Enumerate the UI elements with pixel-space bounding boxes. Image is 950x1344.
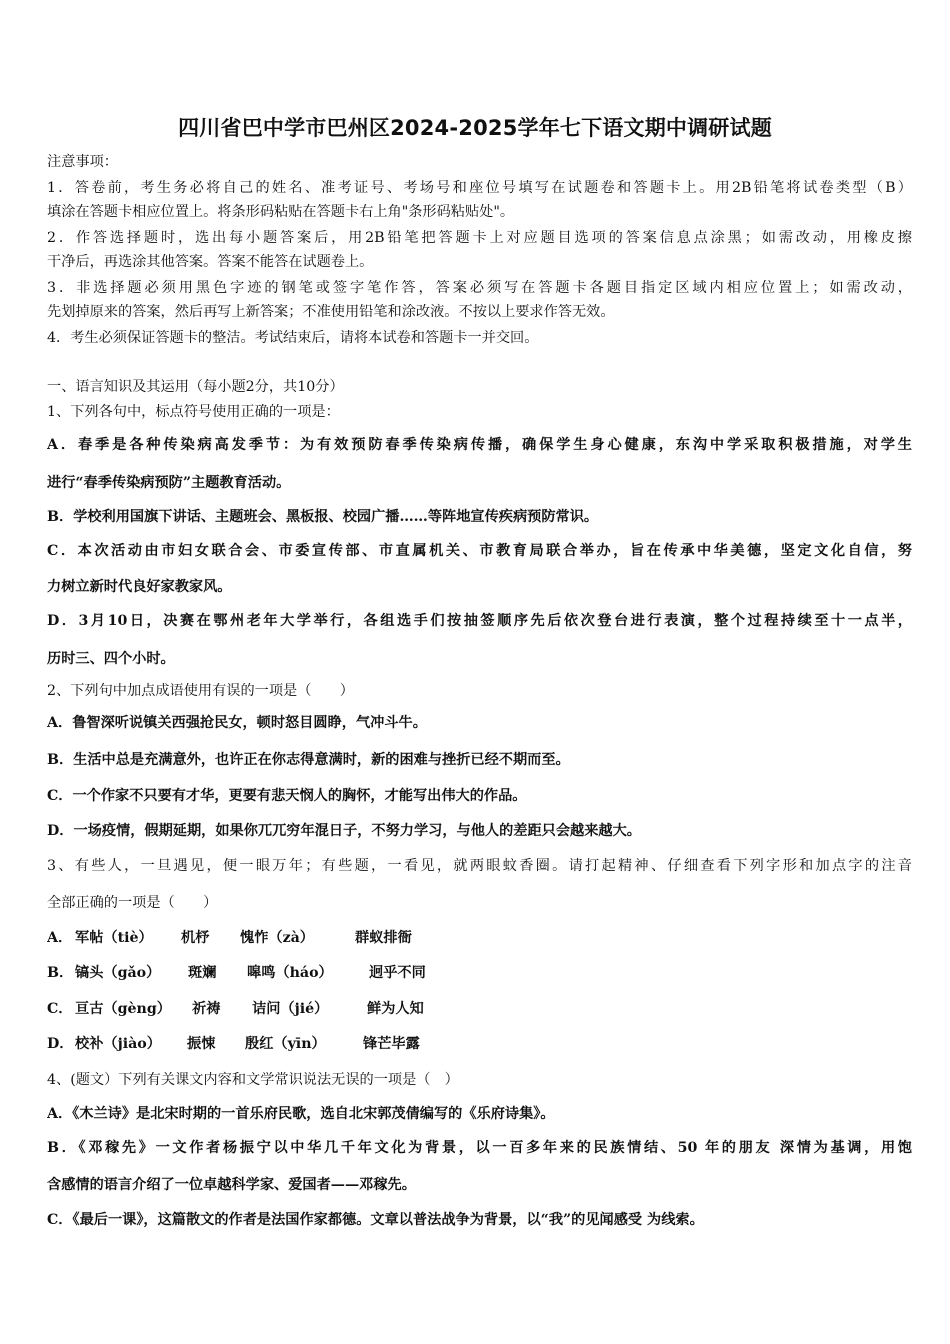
q1-option-b: B．学校利用国旗下讲话、主题班会、黑板报、校园广播……等阵地宣传疾病预防常识。: [47, 509, 599, 525]
q3-option-b: [47, 963, 912, 983]
option-word: 振悚: [187, 1036, 216, 1052]
option-word: 嗥鸣（háo）: [247, 965, 333, 981]
q2-option-d: D．一场疫情，假期延期，如果你兀兀穷年混日子，不努力学习，与他人的差距只会越来越大。: [47, 823, 641, 839]
option-word: 愧怍（zà）: [240, 930, 314, 946]
q3-option-d: [47, 1034, 912, 1054]
option-word: 诘问（jié）: [252, 1001, 329, 1017]
q1-option-d: D．3月10日，决赛在鄂州老年大学举行，各组选手们按抽签顺序先后依次登台进行表演，整个过程持续至十一点半，: [47, 613, 912, 629]
q4-option-b-cont: 含感情的语言介绍了一位卓越科学家、爱国者——邓稼先。: [47, 1177, 416, 1193]
notice-line-1: 1．答卷前，考生务必将自己的姓名、准考证号、考场号和座位号填写在试题卷和答题卡上。用2B铅笔将试卷类型（B）: [47, 180, 912, 196]
q1-option-d-cont: 历时三、四个小时。: [47, 651, 175, 667]
notice-heading: 注意事项：: [47, 154, 118, 170]
section-heading: 一、语言知识及其运用（每小题2分，共10分）: [47, 379, 344, 395]
q2-option-a: A．鲁智深听说镇关西强抢民女，顿时怒目圆睁，气冲斗牛。: [47, 715, 427, 731]
q2-option-b: B．生活中总是充满意外，也许正在你志得意满时，新的困难与挫折已经不期而至。: [47, 752, 570, 768]
q3-option-c: [47, 999, 912, 1019]
option-word: 镐头（gǎo）: [75, 965, 161, 981]
option-word: 军帖（tiè）: [75, 930, 153, 946]
notice-line-4: 干净后，再选涂其他答案。答案不能答在试题卷上。: [47, 254, 374, 270]
q4-option-a: A．《木兰诗》是北宋时期的一首乐府民歌，选自北宋郭茂倩编写的《乐府诗集》。: [47, 1106, 555, 1122]
q3-option-a: [47, 928, 912, 948]
option-word: 殷红（yīn）: [245, 1036, 326, 1052]
option-letter: A．: [47, 930, 73, 946]
option-letter: B．: [47, 965, 74, 981]
option-word: 锋芒毕露: [363, 1036, 420, 1052]
option-letter: D．: [47, 1036, 74, 1052]
q1-option-c-cont: 力树立新时代良好家教家风。: [47, 579, 232, 595]
q3-stem-cont: 全部正确的一项是（ ）: [47, 895, 218, 911]
option-word: 校补（jiào）: [75, 1036, 161, 1052]
option-word: 斑斓: [188, 965, 217, 981]
notice-line-3: 2．作答选择题时，选出每小题答案后，用2B铅笔把答题卡上对应题目选项的答案信息点涂黑；如需改动，用橡皮擦: [47, 230, 912, 246]
notice-line-2: 填涂在答题卡相应位置上。将条形码粘贴在答题卡右上角"条形码粘贴处"。: [47, 204, 515, 220]
q4-option-b: B．《邓稼先》一文作者杨振宁以中华几千年文化为背景，以一百多年来的民族情结、50 年的朋友 深情为基调，用饱: [47, 1140, 912, 1156]
q1-stem: 1、下列各句中，标点符号使用正确的一项是：: [47, 404, 340, 420]
q4-stem: 4、(题文）下列有关课文内容和文学常识说法无误的一项是（ ）: [47, 1072, 459, 1088]
q2-stem: 2、下列句中加点成语使用有误的一项是（ ）: [47, 683, 354, 699]
option-letter: C．: [47, 1001, 73, 1017]
notice-line-5: 3．非选择题必须用黑色字迹的钢笔或签字笔作答，答案必须写在答题卡各题目指定区域内相应位置上；如需改动，: [47, 280, 912, 296]
notice-line-7: 4．考生必须保证答题卡的整洁。考试结束后，请将本试卷和答题卡一并交回。: [47, 330, 539, 346]
q1-option-a-cont: 进行“春季传染病预防”主题教育活动。: [47, 475, 291, 491]
page-title: 四川省巴中学市巴州区2024-2025学年七下语文期中调研试题: [178, 116, 772, 140]
q2-option-c: C．一个作家不只要有才华，更要有悲天悯人的胸怀，才能写出伟大的作品。: [47, 788, 527, 804]
option-word: 亘古（gèng）: [75, 1001, 171, 1017]
q3-stem: 3、有些人，一旦遇见，便一眼万年；有些题，一看见，就两眼蚊香圈。请打起精神、仔细查看下列字形和加点字的注音: [47, 858, 912, 874]
option-word: 机杼: [181, 930, 210, 946]
option-word: 鲜为人知: [367, 1001, 424, 1017]
option-word: 祈祷: [192, 1001, 221, 1017]
option-word: 迥乎不同: [369, 965, 426, 981]
q4-option-c: C．《最后一课》，这篇散文的作者是法国作家都德。文章以普法战争为背景，以“我”的见闻感受 为线索。: [47, 1212, 704, 1228]
option-word: 群蚁排衙: [355, 930, 412, 946]
q1-option-c: C．本次活动由市妇女联合会、市委宣传部、市直属机关、市教育局联合举办，旨在传承中华美德，坚定文化自信，努: [47, 543, 912, 559]
notice-line-6: 先划掉原来的答案，然后再写上新答案；不准使用铅笔和涂改液。不按以上要求作答无效。: [47, 304, 615, 320]
q1-option-a: A．春季是各种传染病高发季节：为有效预防春季传染病传播，确保学生身心健康，东沟中学采取积极措施，对学生: [47, 437, 912, 453]
